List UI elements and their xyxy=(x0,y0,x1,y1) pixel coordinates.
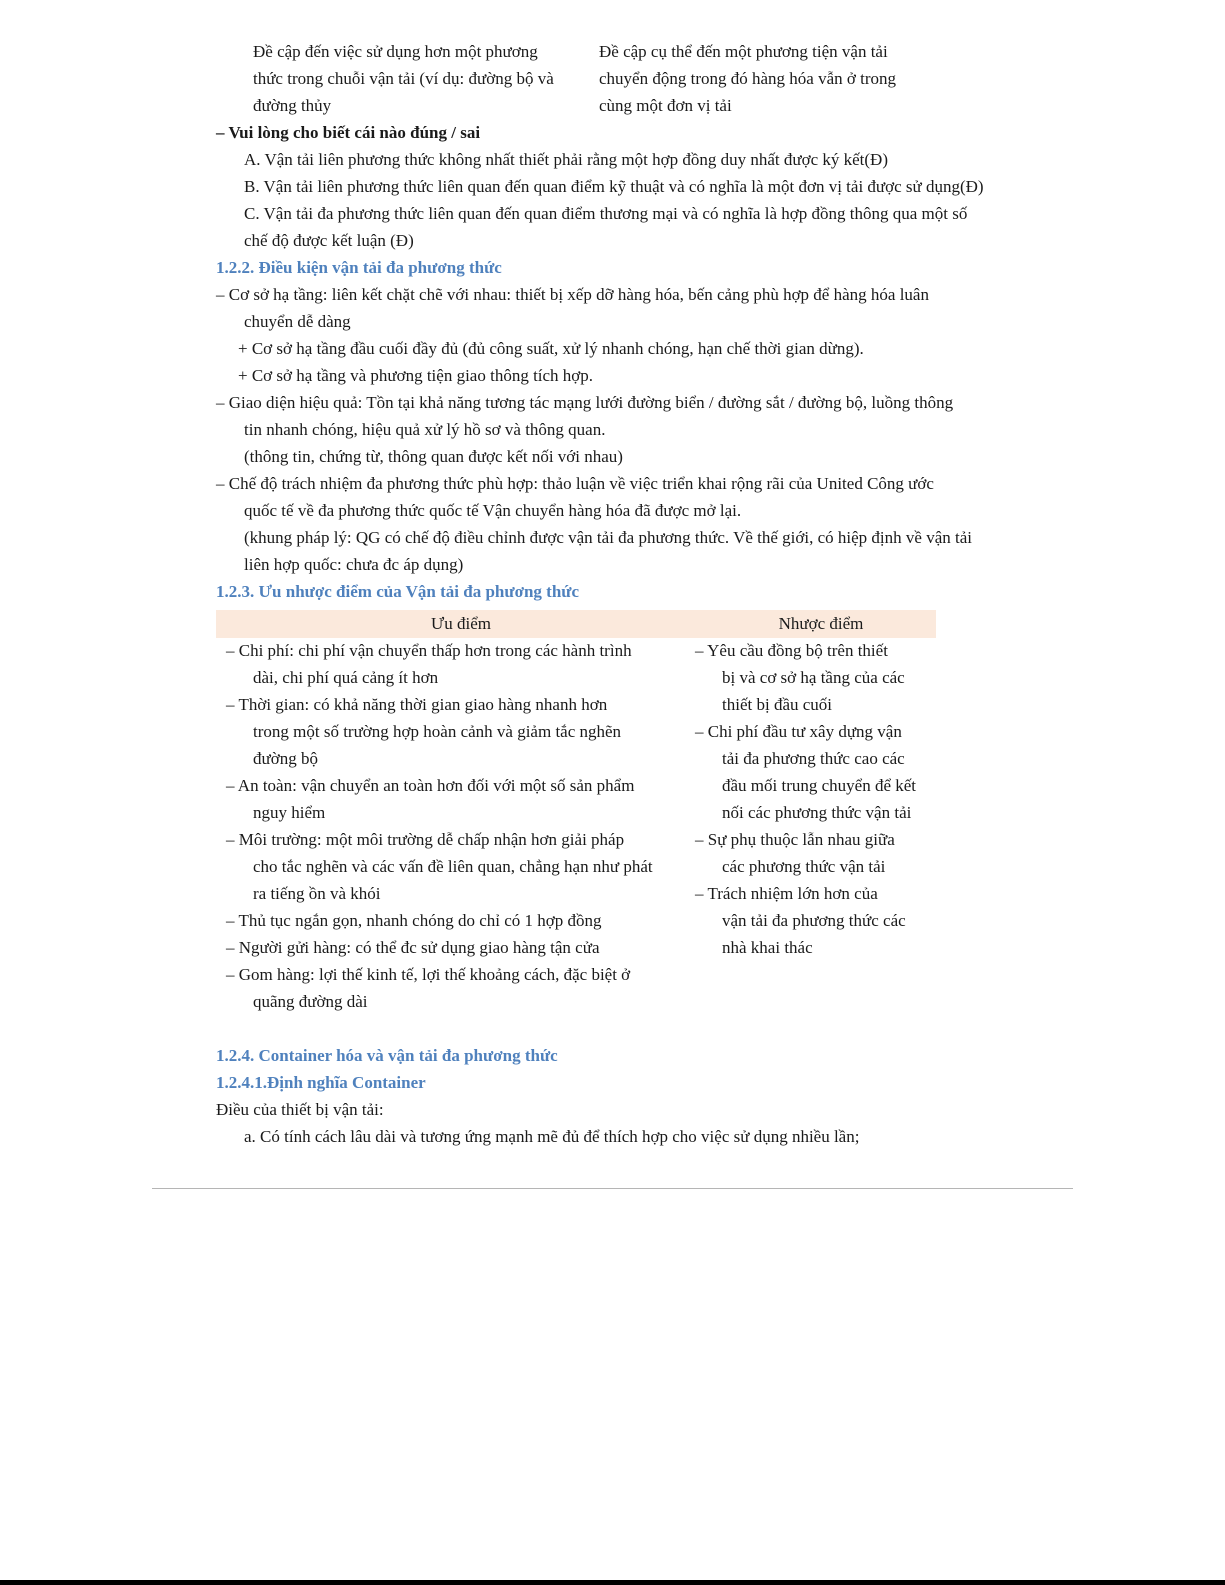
disadvantage-line: tải đa phương thức cao các xyxy=(722,749,905,768)
comparison-right-line: chuyển động trong đó hàng hóa vẫn ở trong xyxy=(599,69,896,88)
disadvantage-line: vận tải đa phương thức các xyxy=(722,911,906,930)
advantage-line: – Thủ tục ngắn gọn, nhanh chóng do chỉ có 1 hợp đồng xyxy=(226,911,602,930)
quiz-title: – Vui lòng cho biết cái nào đúng / sai xyxy=(216,123,481,142)
section-124-item-a: a. Có tính cách lâu dài và tương ứng mạnh mẽ đủ để thích hợp cho việc sử dụng nhiều lần; xyxy=(244,1127,860,1146)
advantage-line: quãng đường dài xyxy=(253,992,368,1011)
disadvantage-line: bị và cơ sở hạ tầng của các xyxy=(722,668,905,687)
comparison-right-line: Đề cập cụ thể đến một phương tiện vận tải xyxy=(599,42,888,61)
section-122-line: – Giao diện hiệu quả: Tồn tại khả năng tương tác mạng lưới đường biển / đường sắt / đường bộ, luồng thông xyxy=(216,393,954,412)
quiz-line: C. Vận tải đa phương thức liên quan đến quan điểm thương mại và có nghĩa là hợp đồng thông qua một số xyxy=(244,204,968,223)
advantage-line: – Người gửi hàng: có thể đc sử dụng giao hàng tận cửa xyxy=(226,938,600,957)
section-1241-subheading: 1.2.4.1.Định nghĩa Container xyxy=(216,1073,426,1092)
section-122-line: (khung pháp lý: QG có chế độ điều chỉnh được vận tải đa phương thức. Về thế giới, có hiệp định về vận tải xyxy=(244,528,972,547)
quiz-line: chế độ được kết luận (Đ) xyxy=(244,231,414,250)
advantage-line: – Môi trường: một môi trường dễ chấp nhận hơn giải pháp xyxy=(226,830,625,849)
quiz-line: A. Vận tải liên phương thức không nhất thiết phải rằng một hợp đồng duy nhất được ký kết(Đ) xyxy=(244,150,888,169)
disadvantage-line: đầu mối trung chuyển để kết xyxy=(722,776,917,795)
advantage-line: – Chi phí: chi phí vận chuyển thấp hơn trong các hành trình xyxy=(226,641,632,660)
advantage-line: ra tiếng ồn và khói xyxy=(253,884,381,903)
disadvantage-line: thiết bị đầu cuối xyxy=(722,695,833,714)
section-122-line: tin nhanh chóng, hiệu quả xử lý hồ sơ và thông quan. xyxy=(244,420,606,439)
comparison-right-line: cùng một đơn vị tải xyxy=(599,96,732,115)
section-124-heading: 1.2.4. Container hóa và vận tải đa phương thức xyxy=(216,1046,558,1065)
advantage-line: dài, chi phí quá cảng ít hơn xyxy=(253,668,439,687)
disadvantage-line: – Chi phí đầu tư xây dựng vận xyxy=(695,722,902,741)
comparison-left-line: Đề cập đến việc sử dụng hơn một phương xyxy=(253,42,538,61)
section-122-line: – Cơ sở hạ tầng: liên kết chặt chẽ với nhau: thiết bị xếp dỡ hàng hóa, bến cảng phù hợp để hàng hóa luân xyxy=(216,285,929,304)
page-divider xyxy=(152,1188,1073,1189)
section-122-heading: 1.2.2. Điều kiện vận tải đa phương thức xyxy=(216,258,502,277)
section-123-heading: 1.2.3. Ưu nhược điểm của Vận tải đa phương thức xyxy=(216,582,580,601)
comparison-left-line: đường thủy xyxy=(253,96,332,115)
advantage-line: đường bộ xyxy=(253,749,318,768)
advantages-column-header: Ưu điểm xyxy=(431,614,491,633)
section-122-line: quốc tế về đa phương thức quốc tế Vận chuyển hàng hóa đã được mở lại. xyxy=(244,501,742,520)
section-122-line: + Cơ sở hạ tầng đầu cuối đầy đủ (đủ công suất, xử lý nhanh chóng, hạn chế thời gian dừng). xyxy=(238,339,864,358)
advantage-line: – Gom hàng: lợi thế kinh tế, lợi thế khoảng cách, đặc biệt ở xyxy=(226,965,631,984)
advantage-line: – Thời gian: có khả năng thời gian giao hàng nhanh hơn xyxy=(226,695,608,714)
disadvantages-column-header: Nhược điểm xyxy=(778,614,864,633)
section-122-line: chuyển dễ dàng xyxy=(244,312,351,331)
advantage-line: nguy hiểm xyxy=(253,803,326,822)
advantage-line: – An toàn: vận chuyển an toàn hơn đối với một số sản phẩm xyxy=(226,776,635,795)
comparison-left-line: thức trong chuỗi vận tải (ví dụ: đường bộ và xyxy=(253,69,554,88)
advantage-line: cho tắc nghẽn và các vấn đề liên quan, chẳng hạn như phát xyxy=(253,857,653,876)
quiz-line: B. Vận tải liên phương thức liên quan đến quan điểm kỹ thuật và có nghĩa là một đơn vị tải được sử dụng(Đ) xyxy=(244,177,984,196)
disadvantage-line: nhà khai thác xyxy=(722,938,813,957)
disadvantage-line: nối các phương thức vận tải xyxy=(722,803,912,822)
advantage-line: trong một số trường hợp hoàn cảnh và giảm tắc nghẽn xyxy=(253,722,622,741)
disadvantage-line: – Yêu cầu đồng bộ trên thiết xyxy=(695,641,888,660)
section-122-line: liên hợp quốc: chưa đc áp dụng) xyxy=(244,555,464,574)
section-122-line: – Chế độ trách nhiệm đa phương thức phù hợp: thảo luận về việc triển khai rộng rãi của United Công ước xyxy=(216,474,934,493)
section-124-intro: Điều của thiết bị vận tải: xyxy=(216,1100,384,1119)
bottom-edge-bar xyxy=(0,1580,1225,1585)
disadvantage-line: – Sự phụ thuộc lẫn nhau giữa xyxy=(695,830,895,849)
disadvantage-line: các phương thức vận tải xyxy=(722,857,886,876)
disadvantage-line: – Trách nhiệm lớn hơn của xyxy=(695,884,878,903)
section-122-line: (thông tin, chứng từ, thông quan được kết nối với nhau) xyxy=(244,447,623,466)
section-122-line: + Cơ sở hạ tầng và phương tiện giao thông tích hợp. xyxy=(238,366,594,385)
